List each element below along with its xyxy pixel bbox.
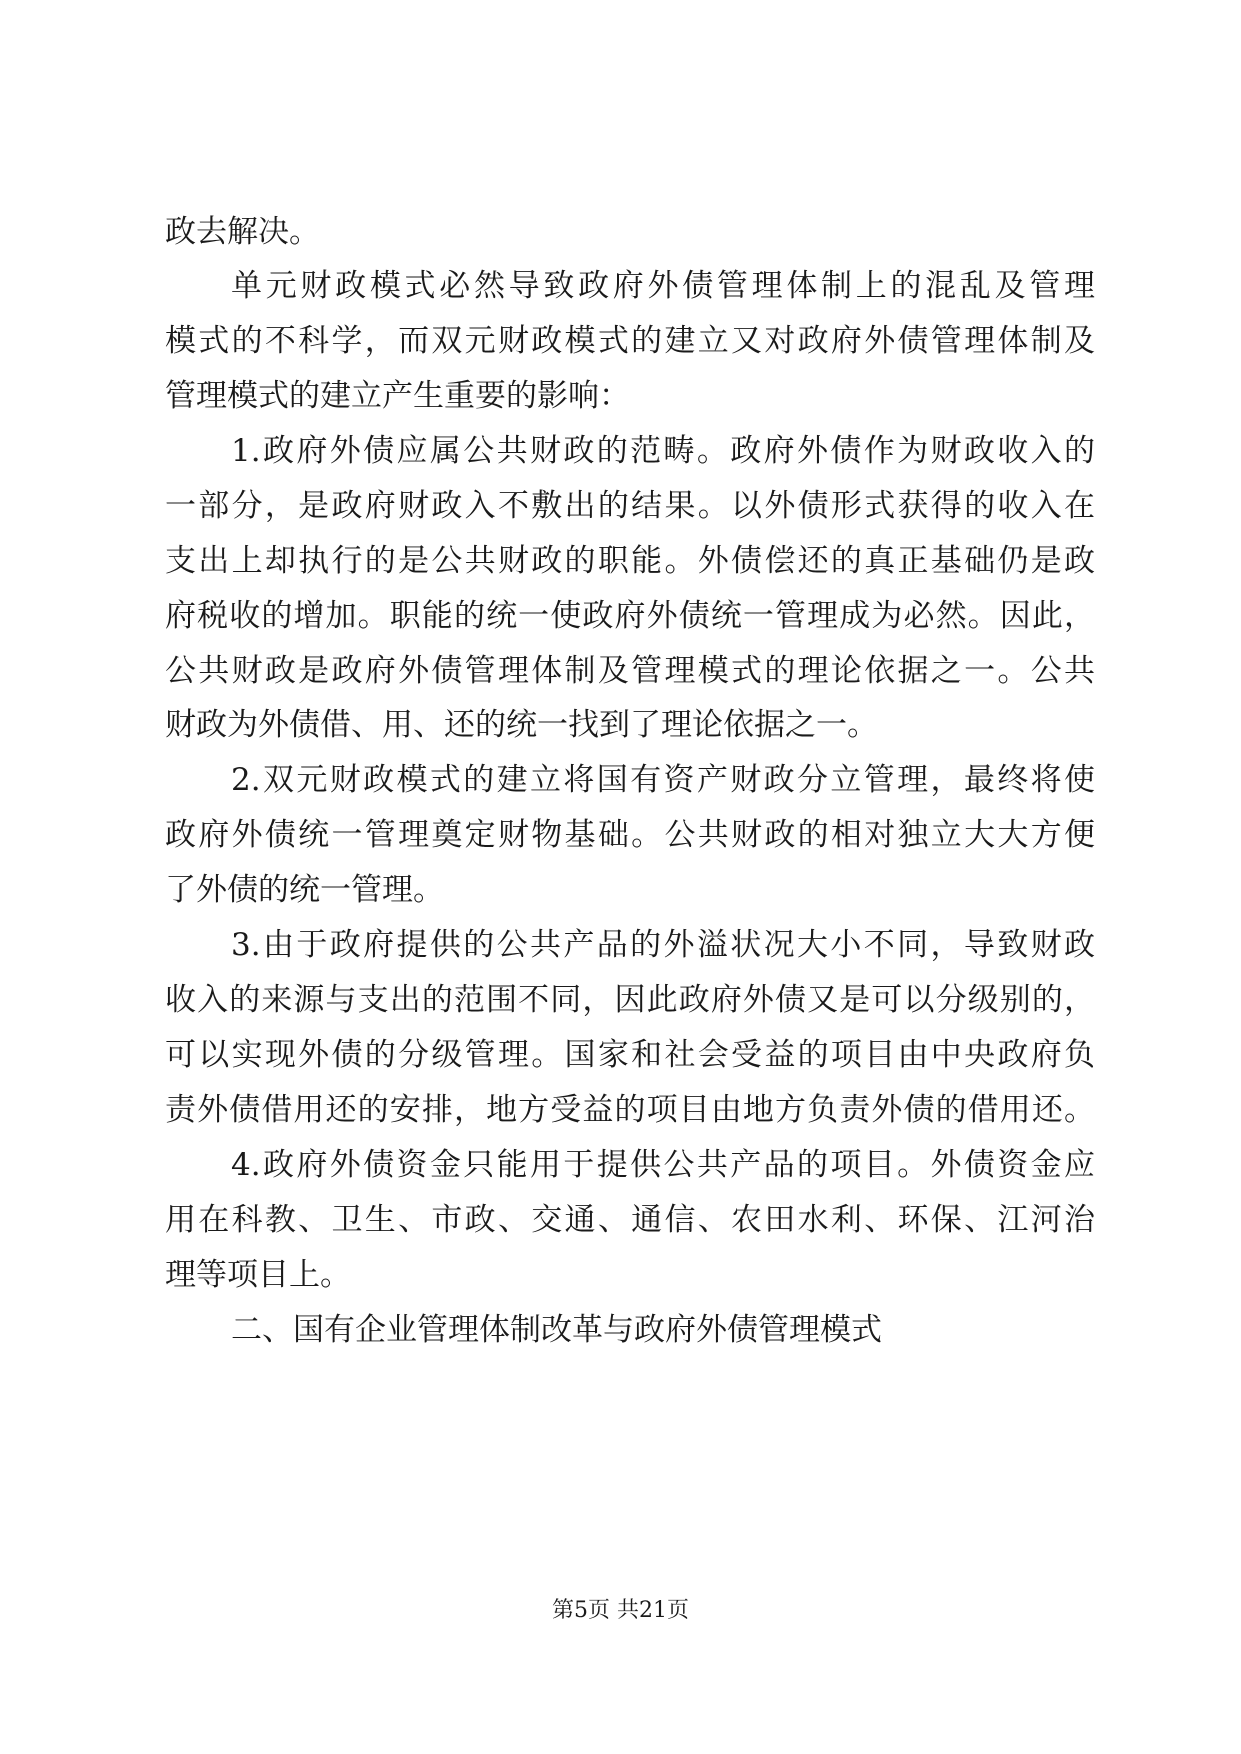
paragraph-line: 4.政府外债资金只能用于提供公共产品的项目。外债资金应 (231, 1147, 1095, 1183)
paragraph-line: 收入的来源与支出的范围不同，因此政府外债又是可以分级别的， (165, 982, 1095, 1018)
paragraph-line: 3.由于政府提供的公共产品的外溢状况大小不同，导致财政 (231, 927, 1095, 963)
paragraph-line: 支出上却执行的是公共财政的职能。外债偿还的真正基础仍是政 (165, 543, 1095, 579)
paragraph-line: 政去解决。 (165, 214, 320, 250)
page-number-footer: 第5页 共21页 (552, 1598, 689, 1623)
paragraph-line: 府税收的增加。职能的统一使政府外债统一管理成为必然。因此， (165, 598, 1095, 634)
paragraph-line: 可以实现外债的分级管理。国家和社会受益的项目由中央政府负 (165, 1037, 1095, 1073)
paragraph-line: 单元财政模式必然导致政府外债管理体制上的混乱及管理 (231, 268, 1095, 304)
paragraph-line: 模式的不科学，而双元财政模式的建立又对政府外债管理体制及 (165, 323, 1095, 359)
paragraph-line: 公共财政是政府外债管理体制及管理模式的理论依据之一。公共 (165, 653, 1095, 689)
paragraph-line: 理等项目上。 (165, 1257, 351, 1293)
paragraph-line: 责外债借用还的安排，地方受益的项目由地方负责外债的借用还。 (165, 1092, 1095, 1128)
paragraph-line: 财政为外债借、用、还的统一找到了理论依据之一。 (165, 707, 878, 743)
paragraph-line: 管理模式的建立产生重要的影响： (165, 378, 630, 414)
paragraph-line: 一部分，是政府财政入不敷出的结果。以外债形式获得的收入在 (165, 488, 1095, 524)
paragraph-line: 了外债的统一管理。 (165, 872, 444, 908)
paragraph-line: 1.政府外债应属公共财政的范畴。政府外债作为财政收入的 (231, 433, 1095, 469)
section-heading: 二、国有企业管理体制改革与政府外债管理模式 (231, 1312, 882, 1348)
paragraph-line: 用在科教、卫生、市政、交通、通信、农田水利、环保、江河治 (165, 1202, 1095, 1238)
paragraph-line: 2.双元财政模式的建立将国有资产财政分立管理，最终将使 (231, 762, 1095, 798)
paragraph-line: 政府外债统一管理奠定财物基础。公共财政的相对独立大大方便 (165, 817, 1095, 853)
